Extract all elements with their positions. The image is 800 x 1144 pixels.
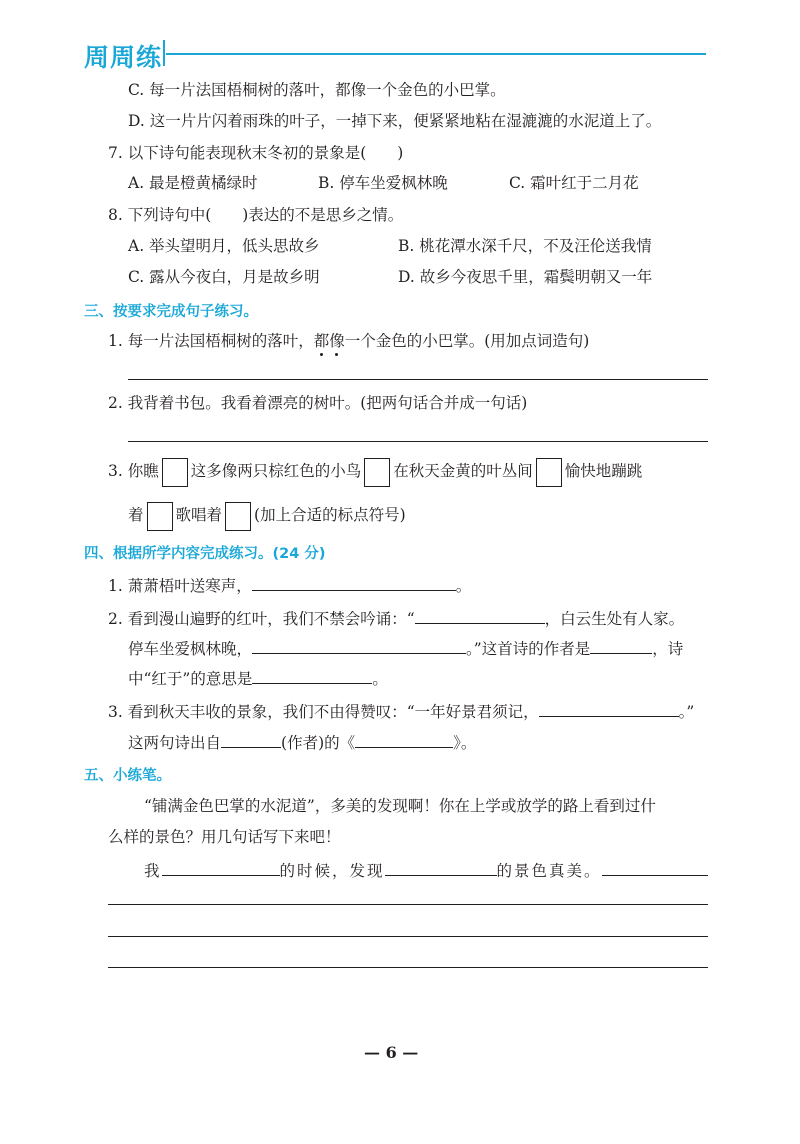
s4-q2-text-1: 2. 看到漫山遍野的红叶，我们不禁会吟诵：“ xyxy=(108,610,415,628)
s3-q3-text-7: (加上合适的标点符号) xyxy=(254,506,406,524)
s4-q3-text-5: 》。 xyxy=(453,734,477,752)
s4-q3-text-4: (作者)的《 xyxy=(281,734,356,752)
s3-q1-dot-word-1: 都 xyxy=(313,332,330,350)
s3-q2-answer-line[interactable] xyxy=(128,441,708,442)
s4-q3-blank-title[interactable] xyxy=(355,731,453,748)
s5-text-1: 我 xyxy=(144,862,162,880)
s4-q2-text-4: 。”这首诗的作者是 xyxy=(466,640,591,658)
s4-q3-line1 xyxy=(108,700,694,722)
s5-text-3: 的景色真美。 xyxy=(496,862,602,880)
q6-option-c: C. 每一片法国梧桐树的落叶，都像一个金色的小巴掌。 xyxy=(128,81,506,99)
s3-q3-text-5: 着 xyxy=(128,506,144,524)
header-title: 周周练 xyxy=(84,43,163,72)
s4-q3-line2 xyxy=(128,731,476,753)
s4-q1-blank[interactable] xyxy=(252,574,456,591)
s4-q2-text-3: 停车坐爱枫林晚， xyxy=(128,640,253,658)
s4-q3-text-3: 这两句诗出自 xyxy=(128,734,222,752)
s4-q1-post: 。 xyxy=(455,577,472,595)
s3-q2: 2. 我背着书包。我看着漂亮的树叶。(把两句话合并成一句话) xyxy=(108,394,528,412)
s3-q1-answer-line[interactable] xyxy=(128,379,708,380)
s4-q3-text-2: 。” xyxy=(678,703,695,721)
q8-option-a: A. 举头望明月，低头思故乡 xyxy=(128,237,320,255)
punct-box-4[interactable] xyxy=(147,502,173,531)
section3-title: 三、按要求完成句子练习。 xyxy=(84,304,258,320)
s5-prompt-2: 么样的景色？用几句话写下来吧！ xyxy=(108,828,341,846)
q7-option-b: B. 停车坐爱枫林晚 xyxy=(318,174,448,192)
q8-option-b: B. 桃花潭水深千尺，不及汪伦送我情 xyxy=(398,237,652,255)
s3-q3-text-6: 歌唱着 xyxy=(175,506,223,524)
section4-title: 四、根据所学内容完成练习。(24 分) xyxy=(84,546,326,562)
q8-option-d: D. 故乡今夜思千里，霜鬓明朝又一年 xyxy=(398,268,653,286)
s5-text-2: 的时候，发现 xyxy=(279,862,385,880)
s4-q3-text-1: 3. 看到秋天丰收的景象，我们不由得赞叹：“一年好景君须记， xyxy=(108,703,539,721)
s4-q2-blank-1[interactable] xyxy=(415,607,545,624)
s4-q2-blank-2[interactable] xyxy=(252,637,466,654)
page-number: — 6 — xyxy=(364,1043,419,1062)
s4-q2-blank-3[interactable] xyxy=(252,667,372,684)
s4-q2-text-6: 中“红于”的意思是 xyxy=(128,670,253,688)
punct-box-5[interactable] xyxy=(225,502,251,531)
punct-box-1[interactable] xyxy=(162,458,188,487)
s4-q1-pre: 1. 萧萧梧叶送寒声， xyxy=(108,577,252,595)
header-rule xyxy=(166,53,706,55)
s3-q1-post: 一个金色的小巴掌。(用加点词造句) xyxy=(344,332,590,350)
s3-q1-pre: 1. 每一片法国梧桐树的落叶， xyxy=(108,332,314,350)
s5-write-line xyxy=(144,859,708,881)
section5-title: 五、小练笔。 xyxy=(84,768,171,784)
s4-q2-text-7: 。 xyxy=(372,670,388,688)
s4-q2-text-2: ，白云生处有人家。 xyxy=(544,610,685,628)
s3-q1-dot-word-2: 像 xyxy=(329,332,345,350)
q8-stem: 8. 下列诗句中( )表达的不是思乡之情。 xyxy=(108,206,404,224)
s5-writing-line-3[interactable] xyxy=(108,967,708,968)
s3-q3-text-4: 愉快地蹦跳 xyxy=(564,462,643,480)
s3-q1 xyxy=(108,331,589,351)
s3-q3-line1 xyxy=(108,456,642,487)
s4-q2-text-5: ，诗 xyxy=(652,640,684,658)
s5-prompt-1: “铺满金色巴掌的水泥道”，多美的发现啊！你在上学或放学的路上看到过什 xyxy=(144,797,656,815)
s5-blank-1[interactable] xyxy=(162,859,280,876)
s4-q1 xyxy=(108,574,471,596)
s4-q2-line1 xyxy=(108,607,684,629)
punct-box-2[interactable] xyxy=(364,458,390,487)
s5-blank-3[interactable] xyxy=(602,859,708,876)
q7-stem: 7. 以下诗句能表现秋末冬初的景象是( ) xyxy=(108,144,404,162)
s5-blank-2[interactable] xyxy=(385,859,497,876)
punct-box-3[interactable] xyxy=(536,458,562,487)
s3-q3-text-1: 3. 你瞧 xyxy=(108,462,159,480)
q6-option-d: D. 这一片片闪着雨珠的叶子，一掉下来，便紧紧地粘在湿漉漉的水泥道上了。 xyxy=(128,112,662,130)
s4-q3-blank-author[interactable] xyxy=(221,731,281,748)
s5-writing-line-1[interactable] xyxy=(108,904,708,905)
q7-option-a: A. 最是橙黄橘绿时 xyxy=(128,174,258,192)
s4-q2-line2 xyxy=(128,637,683,659)
s5-writing-line-2[interactable] xyxy=(108,936,708,937)
s4-q2-line3 xyxy=(128,667,388,689)
s4-q2-blank-author[interactable] xyxy=(590,637,652,654)
s3-q3-text-2: 这多像两只棕红色的小鸟 xyxy=(190,462,362,480)
header-divider xyxy=(163,40,165,66)
s3-q3-line2 xyxy=(128,500,406,531)
q7-option-c: C. 霜叶红于二月花 xyxy=(509,174,639,192)
q8-option-c: C. 露从今夜白，月是故乡明 xyxy=(128,268,320,286)
s4-q3-blank-1[interactable] xyxy=(539,700,679,717)
s3-q3-text-3: 在秋天金黄的叶丛间 xyxy=(393,462,533,480)
